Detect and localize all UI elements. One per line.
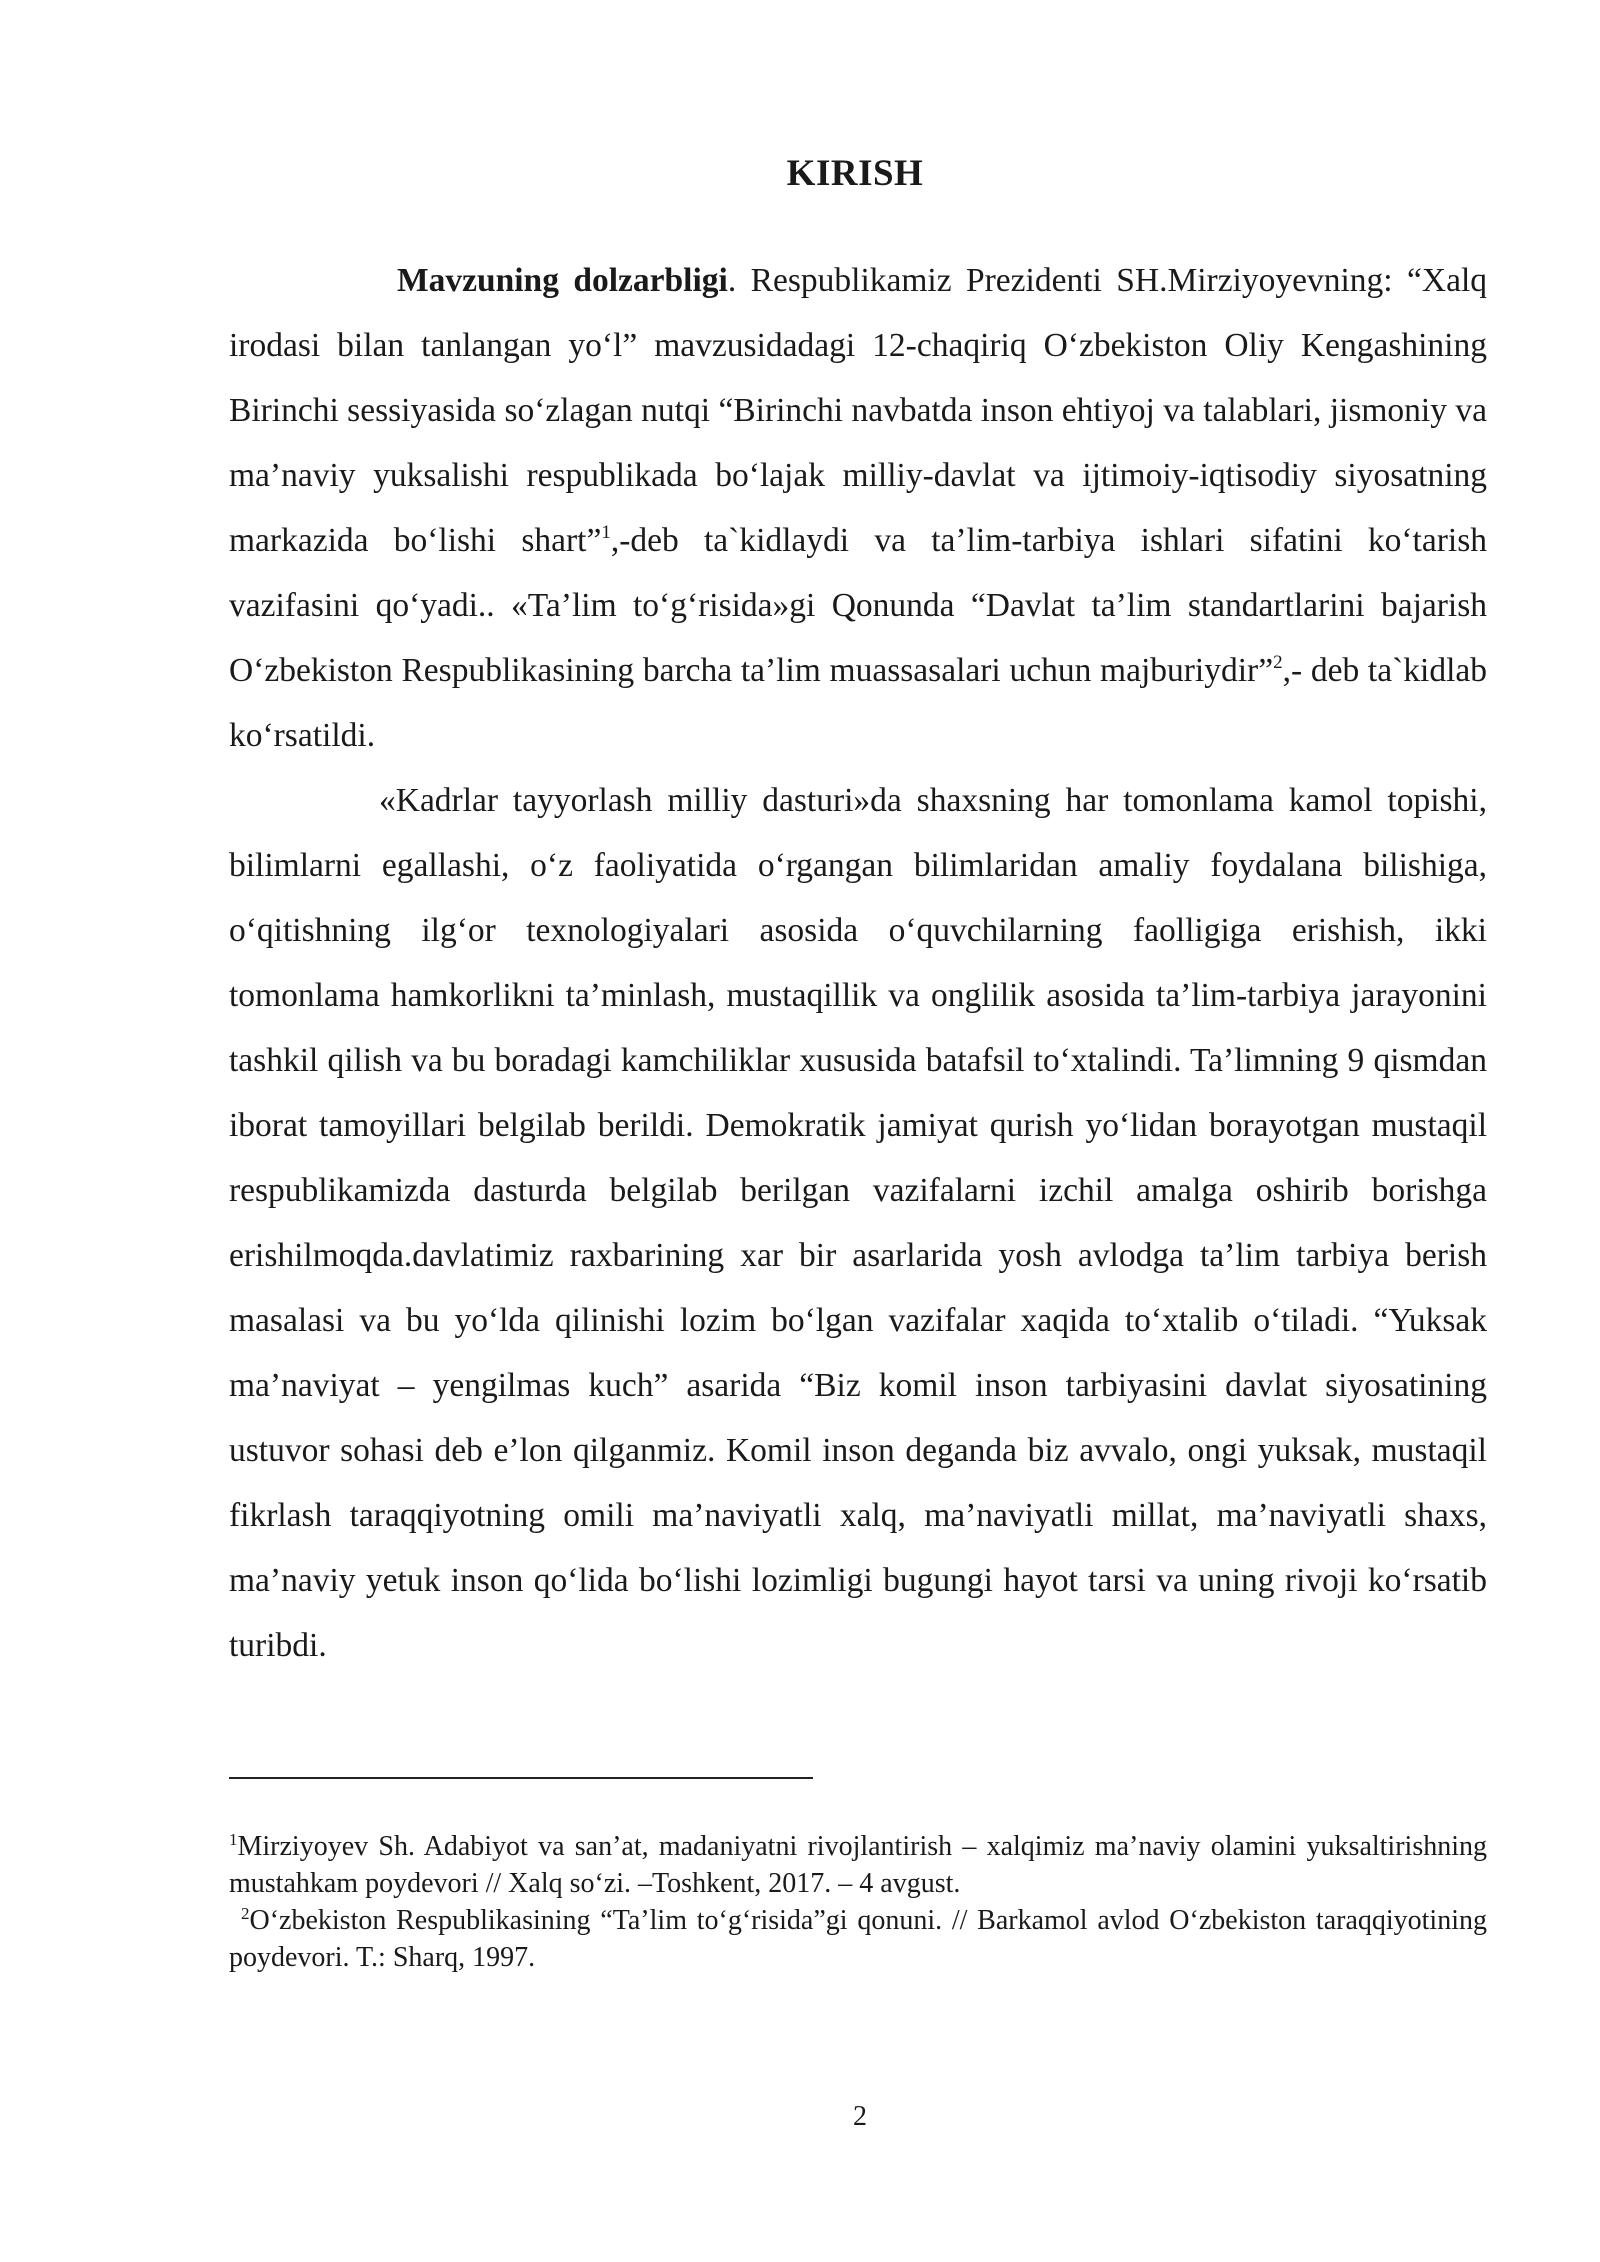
footnote-1	[229, 1828, 1487, 1902]
relevance-label: Mavzuning dolzarbligi	[397, 262, 728, 299]
page-title: KIRISH	[786, 153, 924, 194]
footnote-2	[229, 1902, 1487, 1976]
page-number: 2	[853, 2101, 867, 2132]
footnote-ref-1[interactable]: 1	[601, 522, 611, 543]
footnote-ref-2[interactable]: 2	[1273, 652, 1283, 673]
paragraph-relevance	[229, 248, 1487, 768]
paragraph-2: «Kadrlar tayyorlash milliy dasturi»da shaxsning har tomonlama kamol topishi, bilimlarni egallashi, o‘z faoliyatida o‘rgangan bilimlaridan amaliy foydalana bilishiga, o‘qitishning ilg‘or texnologiyalari asosida o‘quvchilarning faolligiga erishish, ikki tomonlama hamkorlikni ta’minlash, mustaqillik va onglilik asosida ta’lim-tarbiya jarayonini tashkil qilish va bu boradagi kamchiliklar xususida batafsil to‘xtalindi. Ta’limning 9 qismdan iborat tamoyillari belgilab berildi. Demokratik jamiyat qurish yo‘lidan borayotgan mustaqil respublikamizda dasturda belgilab berilgan vazifalarni izchil amalga oshirib borishga erishilmoqda.davlatimiz raxbarining xar bir asarlarida yosh avlodga ta’lim tarbiya berish masalasi va bu yo‘lda qilinishi lozim bo‘lgan vazifalar xaqida to‘xtalib o‘tiladi. “Yuksak ma’naviyat – yengilmas kuch” asarida “Biz komil inson tarbiyasini davlat siyosatining ustuvor sohasi deb e’lon qilganmiz. Komil inson deganda biz avvalo, ongi yuksak, mustaqil fikrlash taraqqiyotning omili ma’naviyatli xalq, ma’naviyatli millat, ma’naviyatli shaxs, ma’naviy yetuk inson qo‘lida bo‘lishi lozimligi bugungi hayot tarsi va uning rivoji ko‘rsatib turibdi.	[229, 782, 1487, 1664]
footnote-2-marker: 2	[241, 1904, 250, 1923]
paragraph-1-part-3: ,- deb ta`kidlab ko‘rsatildi.	[229, 652, 1488, 754]
paragraph-1-part-2: ,-deb ta`kidlaydi va ta’lim-tarbiya ishlari sifatini ko‘tarish vazifasini qo‘yadi.. «Ta’lim to‘g‘risida»gi Qonunda “Davlat ta’lim standartlarini bajarish O‘zbekiston Respublikasining barcha ta’lim muassasalari uchun majburiydir”	[229, 522, 1487, 689]
footnote-separator	[229, 1777, 813, 1779]
paragraph-1-part-1: . Respublikamiz Prezidenti SH.Mirziyoyevning: “Xalq irodasi bilan tanlangan yo‘l” mavzusidadagi 12-chaqiriq O‘zbekiston Oliy Kengashining Birinchi sessiyasida so‘zlagan nutqi “Birinchi navbatda inson ehtiyoj va talablari, jismoniy va ma’naviy yuksalishi respublikada bo‘lajak milliy-davlat va ijtimoiy-iqtisodiy siyosatning markazida bo‘lishi shart”	[229, 262, 1487, 559]
body-text	[229, 248, 1487, 1678]
footnotes	[229, 1828, 1487, 1976]
footnote-1-marker: 1	[229, 1830, 238, 1849]
footnote-1-text: Mirziyoyev Sh. Adabiyot va san’at, madaniyatni rivojlantirish – xalqimiz ma’naviy olamini yuksaltirishning mustahkam poydevori // Xalq so‘zi. –Toshkent, 2017. – 4 avgust.	[229, 1831, 1487, 1899]
footnote-2-text: O‘zbekiston Respublikasining “Ta’lim to‘g‘risida”gi qonuni. // Barkamol avlod O‘zbekiston taraqqiyotining poydevori. T.: Sharq, 1997.	[229, 1905, 1487, 1973]
